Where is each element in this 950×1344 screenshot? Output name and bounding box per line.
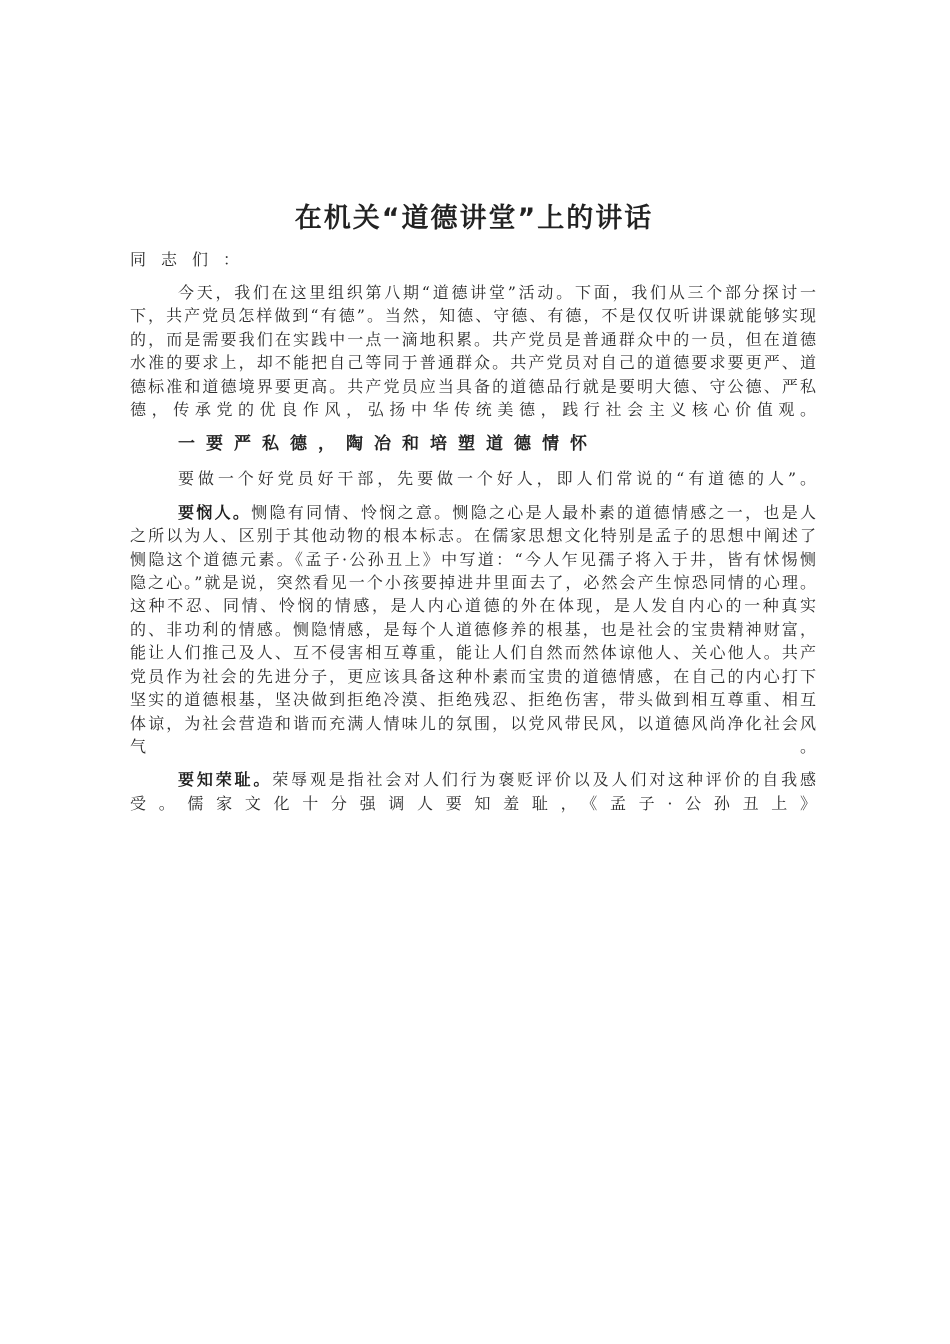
point-lead: 要知荣耻。 bbox=[178, 770, 273, 790]
point-paragraph-compassion bbox=[130, 501, 818, 758]
section-intro-paragraph: 要做一个好党员好干部，先要做一个好人，即人们常说的“有道德的人”。 bbox=[178, 469, 818, 489]
intro-paragraph: 今天，我们在这里组织第八期“道德讲堂”活动。下面，我们从三个部分探讨一下，共产党员怎样做到“有德”。当然，知德、守德、有德，不是仅仅听讲课就能够实现的，而是需要我们在实践中一点一滴地积累。共产党员是普通群众中的一员，但在道德水准的要求上，却不能把自己等同于普通群众。共产党员对自己的道德要求要更严、道德标准和道德境界要更高。共产党员应当具备的道德品行就是要明大德、守公德、严私德，传承党的优良作风，弘扬中华传统美德，践行社会主义核心价值观。 bbox=[130, 283, 818, 420]
salutation: 同志们： bbox=[130, 250, 255, 269]
point-text: 恻隐有同情、怜悯之意。恻隐之心是人最朴素的道德情感之一，也是人之所以为人、区别于其他动物的根本标志。在儒家思想文化特别是孟子的思想中阐述了恻隐这个道德元素。《孟子·公孙丑上》中写道：“今人乍见孺子将入于井，皆有怵惕恻隐之心。”就是说，突然看见一个小孩要掉进井里面去了，必然会产生惊恐同情的心理。这种不忍、同情、怜悯的情感，是人内心道德的外在体现，是人发自内心的一种真实的、非功利的情感。恻隐情感，是每个人道德修养的根基，也是社会的宝贵精神财富，能让人们推己及人、互不侵害相互尊重，能让人们自然而然体谅他人、关心他人。共产党员作为社会的先进分子，更应该具备这种朴素而宝贵的道德情感，在自己的内心打下坚实的道德根基，坚决做到拒绝冷漠、拒绝残忍、拒绝伤害，带头做到相互尊重、相互体谅，为社会营造和谐而充满人情味儿的氛围，以党风带民风，以道德风尚净化社会风气。 bbox=[130, 502, 818, 756]
point-paragraph-honor bbox=[130, 768, 818, 815]
point-lead: 要悯人。 bbox=[178, 502, 252, 522]
document-page bbox=[130, 196, 818, 815]
page-title: 在机关“道德讲堂”上的讲话 bbox=[294, 203, 654, 234]
section-heading: 一要严私德，陶冶和培塑道德情怀 bbox=[178, 434, 598, 455]
point-text: 荣辱观是指社会对人们行为褒贬评价以及人们对这种评价的自我感受。儒家文化十分强调人要知羞耻，《孟子·公孙丑上》 bbox=[130, 770, 818, 813]
